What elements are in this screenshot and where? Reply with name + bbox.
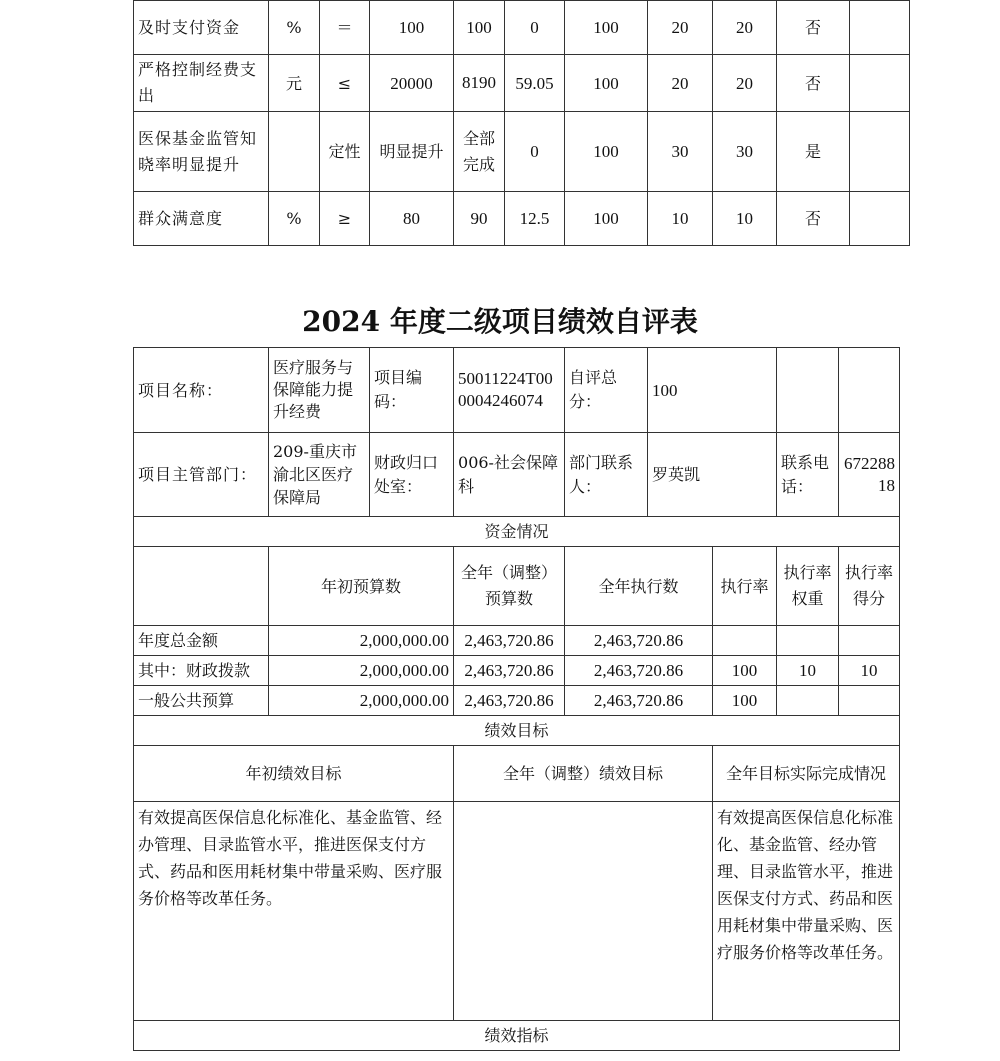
indicator-cell-weight: 10	[648, 192, 713, 246]
funds-header-executed: 全年执行数	[565, 547, 713, 626]
project-evaluation-table	[133, 347, 900, 1051]
phone-value: 67228818	[839, 433, 900, 517]
funds-cell-weight	[777, 686, 839, 716]
goals-header-adjusted: 全年（调整）绩效目标	[454, 746, 713, 802]
indicator-cell-c7: 100	[565, 1, 648, 55]
indicator-cell-op: ≤	[320, 55, 370, 112]
goals-header-initial: 年初绩效目标	[134, 746, 454, 802]
dept-label: 项目主管部门：	[134, 433, 269, 517]
indicator-cell-weight: 30	[648, 112, 713, 192]
funds-cell-adjusted: 2,463,720.86	[454, 686, 565, 716]
indicator-cell-flag: 否	[777, 55, 850, 112]
indicator-cell-op: 定性	[320, 112, 370, 192]
indicator-cell-flag: 是	[777, 112, 850, 192]
indicator-cell-score: 30	[713, 112, 777, 192]
page-title: 2024 年度二级项目绩效自评表	[302, 305, 698, 338]
funds-cell-weight: 10	[777, 656, 839, 686]
funds-section-row	[134, 517, 900, 547]
indicator-cell-score: 20	[713, 1, 777, 55]
funds-cell-budget: 2,000,000.00	[269, 686, 454, 716]
indicator-cell-flag: 否	[777, 1, 850, 55]
goals-adjusted-text	[454, 802, 713, 1021]
goals-initial-text: 有效提高医保信息化标准化、基金监管、经办管理、目录监管水平，推进医保支付方式、药品和医用耗材集中带量采购、医疗服务价格等改革任务。	[134, 802, 454, 1021]
funds-cell-weight	[777, 626, 839, 656]
funds-cell-label: 一般公共预算	[134, 686, 269, 716]
indicator-cell-name: 群众满意度	[134, 192, 269, 246]
indicator-cell-name: 及时支付资金	[134, 1, 269, 55]
indicator-cell-actual: 全部完成	[454, 112, 505, 192]
funds-cell-label: 其中：财政拨款	[134, 656, 269, 686]
indicator-cell-unit	[269, 112, 320, 192]
indicator-cell-c7: 100	[565, 112, 648, 192]
indicator-row	[134, 1, 910, 55]
indicator-cell-target: 80	[370, 192, 454, 246]
office-value: 006-社会保障科	[454, 433, 565, 517]
contact-value: 罗英凯	[648, 433, 777, 517]
indicator-cell-deviation: 0	[505, 112, 565, 192]
project-name-label: 项目名称：	[134, 348, 269, 433]
funds-cell-adjusted: 2,463,720.86	[454, 626, 565, 656]
funds-header-rate: 执行率	[713, 547, 777, 626]
goals-actual-text: 有效提高医保信息化标准化、基金监管、经办管理、目录监管水平，推进医保支付方式、药品和医用耗材集中带量采购、医疗服务价格等改革任务。	[713, 802, 900, 1021]
indicator-row	[134, 55, 910, 112]
phone-label: 联系电话：	[777, 433, 839, 517]
self-score-value: 100	[648, 348, 777, 433]
goals-content-row	[134, 802, 900, 1021]
indicator-cell-name: 医保基金监管知晓率明显提升	[134, 112, 269, 192]
indicator-cell-op: ＝	[320, 1, 370, 55]
indicator-cell-actual: 90	[454, 192, 505, 246]
goals-section-title: 绩效目标	[134, 716, 900, 746]
office-label: 财政归口处室：	[370, 433, 454, 517]
funds-cell-executed: 2,463,720.86	[565, 626, 713, 656]
indicator-cell-deviation: 0	[505, 1, 565, 55]
indicators-section-row	[134, 1021, 900, 1051]
indicator-cell-weight: 20	[648, 55, 713, 112]
indicator-cell-name: 严格控制经费支出	[134, 55, 269, 112]
empty-cell	[134, 547, 269, 626]
funds-row	[134, 686, 900, 716]
funds-header-rate-weight: 执行率权重	[777, 547, 839, 626]
indicator-cell-unit: 元	[269, 55, 320, 112]
funds-header-budget: 年初预算数	[269, 547, 454, 626]
indicator-cell-op: ≥	[320, 192, 370, 246]
funds-cell-label: 年度总金额	[134, 626, 269, 656]
indicator-cell-c7: 100	[565, 192, 648, 246]
indicator-cell-actual: 100	[454, 1, 505, 55]
project-name-value: 医疗服务与保障能力提升经费	[269, 348, 370, 433]
funds-cell-executed: 2,463,720.86	[565, 656, 713, 686]
empty-cell	[777, 348, 839, 433]
indicators-section-title: 绩效指标	[134, 1021, 900, 1051]
funds-row	[134, 626, 900, 656]
funds-cell-executed: 2,463,720.86	[565, 686, 713, 716]
goals-section-row	[134, 716, 900, 746]
indicator-cell-actual: 8190	[454, 55, 505, 112]
funds-cell-score	[839, 686, 900, 716]
indicator-cell-note	[850, 192, 910, 246]
indicator-cell-flag: 否	[777, 192, 850, 246]
indicator-row	[134, 192, 910, 246]
indicator-row	[134, 112, 910, 192]
indicator-cell-unit: %	[269, 1, 320, 55]
funds-header-row	[134, 547, 900, 626]
project-info-row-1	[134, 348, 900, 433]
dept-value: 209-重庆市渝北区医疗保障局	[269, 433, 370, 517]
funds-section-title: 资金情况	[134, 517, 900, 547]
goals-header-row	[134, 746, 900, 802]
goals-header-actual: 全年目标实际完成情况	[713, 746, 900, 802]
funds-row	[134, 656, 900, 686]
funds-cell-score	[839, 626, 900, 656]
project-code-value: 50011224T000004246074	[454, 348, 565, 433]
funds-cell-budget: 2,000,000.00	[269, 656, 454, 686]
funds-cell-rate	[713, 626, 777, 656]
indicator-cell-unit: %	[269, 192, 320, 246]
indicator-cell-score: 10	[713, 192, 777, 246]
indicator-table-continued	[133, 0, 910, 246]
indicator-cell-target: 20000	[370, 55, 454, 112]
indicator-cell-note	[850, 112, 910, 192]
funds-cell-adjusted: 2,463,720.86	[454, 656, 565, 686]
funds-cell-rate: 100	[713, 686, 777, 716]
empty-cell	[839, 348, 900, 433]
indicator-cell-deviation: 12.5	[505, 192, 565, 246]
funds-header-rate-score: 执行率得分	[839, 547, 900, 626]
indicator-cell-target: 明显提升	[370, 112, 454, 192]
indicator-cell-deviation: 59.05	[505, 55, 565, 112]
funds-cell-budget: 2,000,000.00	[269, 626, 454, 656]
indicator-cell-score: 20	[713, 55, 777, 112]
indicator-cell-target: 100	[370, 1, 454, 55]
self-score-label: 自评总分：	[565, 348, 648, 433]
contact-label: 部门联系人：	[565, 433, 648, 517]
indicator-cell-c7: 100	[565, 55, 648, 112]
indicator-cell-weight: 20	[648, 1, 713, 55]
project-code-label: 项目编码：	[370, 348, 454, 433]
funds-cell-score: 10	[839, 656, 900, 686]
project-info-row-2	[134, 433, 900, 517]
indicator-cell-note	[850, 1, 910, 55]
funds-header-adjusted: 全年（调整）预算数	[454, 547, 565, 626]
funds-cell-rate: 100	[713, 656, 777, 686]
indicator-cell-note	[850, 55, 910, 112]
